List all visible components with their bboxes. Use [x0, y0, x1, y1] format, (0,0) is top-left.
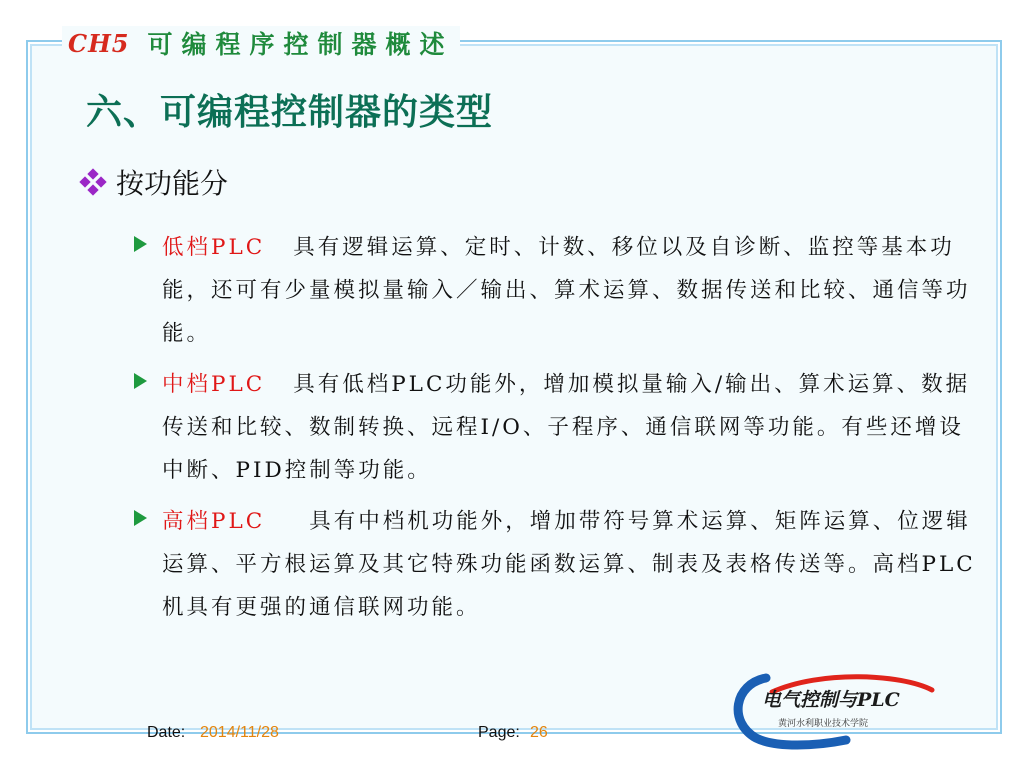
- logo-subtitle: 黄河水利职业技术学院: [778, 719, 869, 729]
- chapter-header: [62, 26, 460, 60]
- list-item-mid-range: [134, 363, 984, 492]
- item-description: 具有逻辑运算、定时、计数、移位以及自诊断、监控等基本功能，还可有少量模拟量输入／输出、算术运算、数据传送和比较、通信等功能。: [162, 235, 971, 346]
- category-row: [80, 162, 228, 202]
- list-item-high-end: [134, 500, 984, 629]
- item-paragraph: [162, 226, 984, 355]
- list-item-low-end: [134, 226, 984, 355]
- logo-title: 电气控制与PLC: [762, 689, 900, 711]
- item-description: 具有中档机功能外，增加带符号算术运算、矩阵运算、位逻辑运算、平方根运算及其它特殊功能函数运算、制表及表格传送等。高档PLC机具有更强的通信联网功能。: [162, 509, 976, 620]
- chapter-code: CH5: [68, 28, 130, 58]
- section-title: 六、可编程控制器的类型: [86, 92, 494, 133]
- date-value: 2014/11/28: [200, 724, 279, 741]
- item-paragraph: [162, 363, 984, 492]
- item-name: 低档PLC: [162, 235, 266, 260]
- college-course-logo: [726, 672, 938, 750]
- item-paragraph: [162, 500, 984, 629]
- page-label: Page:: [478, 724, 520, 741]
- page-number: 26: [530, 724, 548, 741]
- diamond-cluster-icon: [80, 169, 106, 195]
- arrow-bullet-icon: [134, 373, 147, 389]
- date-label: Date:: [147, 724, 186, 741]
- category-label: 按功能分: [116, 167, 229, 200]
- item-name: 中档PLC: [162, 372, 266, 397]
- arrow-bullet-icon: [134, 236, 147, 252]
- plc-type-list: [134, 226, 984, 637]
- chapter-title: 可编程序控制器概述: [147, 30, 454, 59]
- item-name: 高档PLC: [162, 509, 266, 534]
- arrow-bullet-icon: [134, 510, 147, 526]
- item-description: 具有低档PLC功能外，增加模拟量输入/输出、算术运算、数据传送和比较、数制转换、远程I/O、子程序、通信联网等功能。有些还增设中断、PID控制等功能。: [162, 372, 971, 483]
